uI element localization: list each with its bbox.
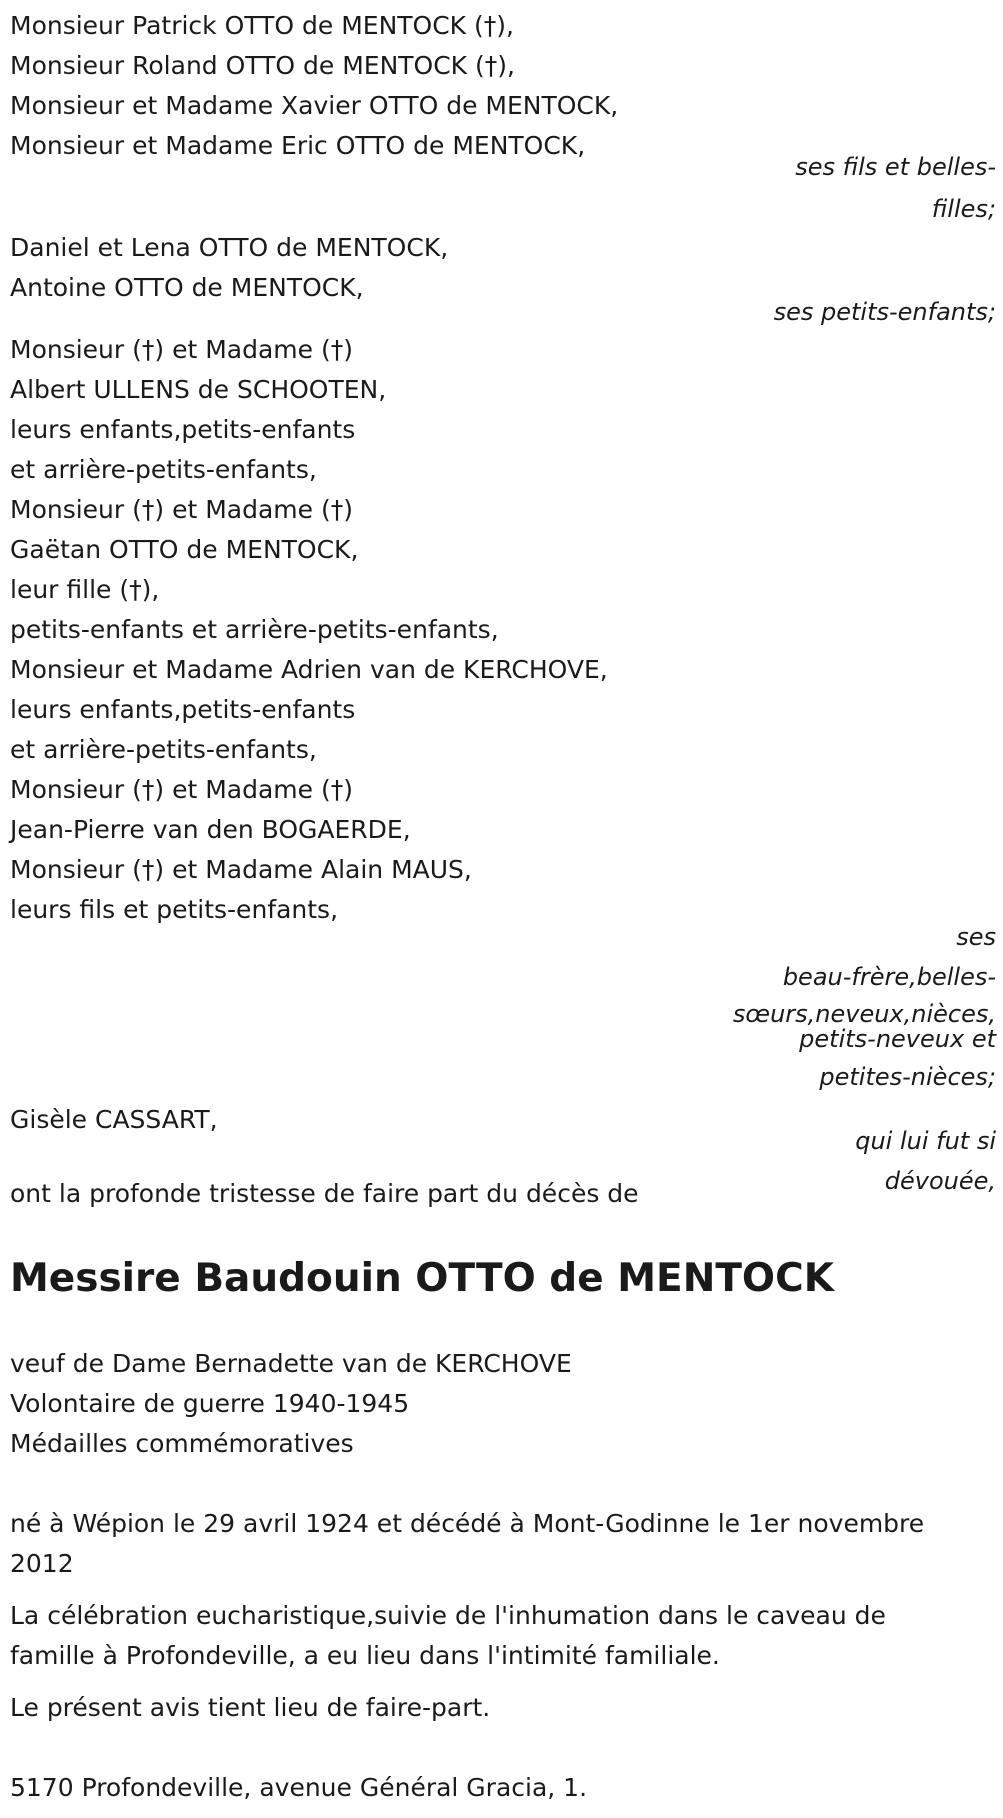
family-line: Monsieur et Madame Xavier OTTO de MENTOCK,: [10, 91, 619, 120]
family-line: Monsieur Roland OTTO de MENTOCK (†),: [10, 51, 515, 80]
family-line: leur fille (†),: [10, 575, 160, 604]
notice-line: Le présent avis tient lieu de faire-part.: [10, 1693, 491, 1722]
family-line: leurs enfants,petits-enfants: [10, 415, 356, 444]
family-line: Monsieur (†) et Madame (†): [10, 775, 353, 804]
family-line: Monsieur (†) et Madame Alain MAUS,: [10, 855, 472, 884]
family-line: Gisèle CASSART,: [10, 1105, 218, 1134]
family-line: leurs enfants,petits-enfants: [10, 695, 356, 724]
family-line: Gaëtan OTTO de MENTOCK,: [10, 535, 359, 564]
announcement-line: ont la profonde tristesse de faire part du décès de: [10, 1179, 639, 1208]
family-line: leurs fils et petits-enfants,: [10, 895, 339, 924]
family-line: Monsieur (†) et Madame (†): [10, 495, 353, 524]
family-line: petits-enfants et arrière-petits-enfants,: [10, 615, 499, 644]
address-line: 5170 Profondeville, avenue Général Gracia, 1.: [10, 1773, 588, 1802]
family-line: Monsieur et Madame Eric OTTO de MENTOCK,: [10, 131, 586, 160]
relation-label: beau-frère,belles-: [782, 963, 996, 991]
detail-line: veuf de Dame Bernadette van de KERCHOVE: [10, 1349, 572, 1378]
relation-label: dévouée,: [884, 1167, 996, 1195]
relation-label: filles;: [931, 195, 996, 223]
family-line: Antoine OTTO de MENTOCK,: [10, 273, 364, 302]
birth-death-line: 2012: [10, 1549, 74, 1578]
relation-label: ses fils et belles-: [795, 153, 996, 181]
family-line: Monsieur (†) et Madame (†): [10, 335, 353, 364]
relation-label: ses: [956, 923, 996, 951]
relation-label: petites-nièces;: [819, 1063, 996, 1091]
relation-label: petits-neveux et: [799, 1025, 996, 1053]
ceremony-line: La célébration eucharistique,suivie de l'inhumation dans le caveau de: [10, 1601, 886, 1630]
relation-label: ses petits-enfants;: [773, 298, 996, 326]
relation-label: qui lui fut si: [855, 1127, 996, 1155]
birth-death-line: né à Wépion le 29 avril 1924 et décédé à Mont-Godinne le 1er novembre: [10, 1509, 925, 1538]
family-line: Jean-Pierre van den BOGAERDE,: [10, 815, 411, 844]
detail-line: Médailles commémoratives: [10, 1429, 354, 1458]
relation-label: sœurs,neveux,nièces,: [732, 1000, 996, 1028]
family-line: Albert ULLENS de SCHOOTEN,: [10, 375, 387, 404]
family-line: Monsieur Patrick OTTO de MENTOCK (†),: [10, 11, 514, 40]
family-line: et arrière-petits-enfants,: [10, 455, 317, 484]
family-line: Monsieur et Madame Adrien van de KERCHOVE,: [10, 655, 608, 684]
ceremony-line: famille à Profondeville, a eu lieu dans l'intimité familiale.: [10, 1641, 720, 1670]
deceased-name: Messire Baudouin OTTO de MENTOCK: [10, 1256, 834, 1301]
family-line: Daniel et Lena OTTO de MENTOCK,: [10, 233, 449, 262]
detail-line: Volontaire de guerre 1940-1945: [10, 1389, 410, 1418]
family-line: et arrière-petits-enfants,: [10, 735, 317, 764]
